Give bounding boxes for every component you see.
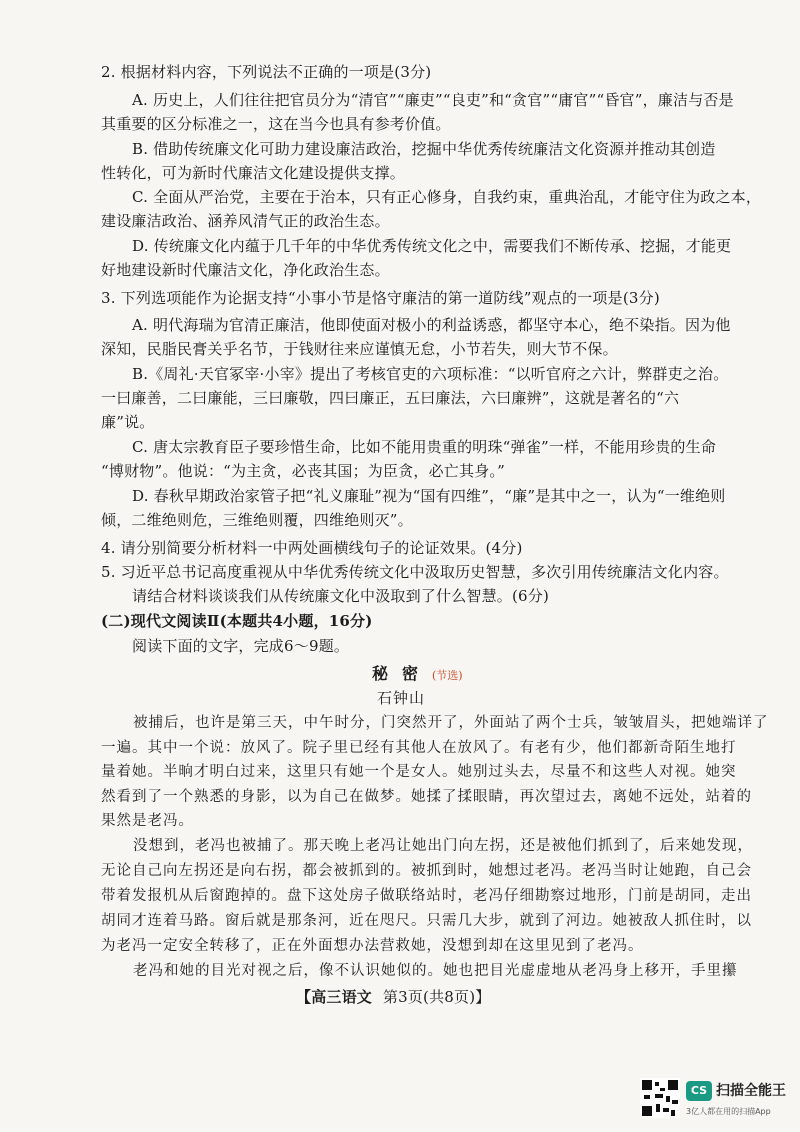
q2-option-d-line2: 好地建设新时代廉洁文化，净化政治生态。 [101, 261, 390, 279]
q2-option-c-line1: C. 全面从严治党，主要在于治本，只有正心修身，自我约束，重典治乱，才能守住为政之本， [132, 188, 762, 206]
q3-option-b-line1: B.《周礼·天官冢宰·小宰》提出了考核官吏的六项标准：“以听官府之六计，弊群吏之治。 [132, 365, 729, 383]
qr-code-icon [640, 1078, 680, 1118]
q5-stem-line2: 请结合材料谈谈我们从传统廉文化中汲取到了什么智慧。(6分) [132, 587, 550, 605]
story-p2-line4: 胡同才连着马路。窗后就是那条河，近在咫尺。只需几大步，就到了河边。她被敌人抓住时，以 [101, 913, 752, 929]
scanner-tagline: 3亿人都在用的扫描App [686, 1107, 771, 1116]
q2-option-a-line2: 其重要的区分标准之一，这在当今也具有参考价值。 [101, 115, 451, 133]
story-p3-line1: 老冯和她的目光对视之后，像不认识她似的。她也把目光虚虚地从老冯身上移开，手里攥 [133, 963, 738, 979]
cs-logo-icon: CS [686, 1081, 712, 1101]
q3-option-d-line1: D. 春秋早期政治家管子把“礼义廉耻”视为“国有四维”，“廉”是其中之一，认为“一维绝则 [132, 487, 726, 505]
story-p1-line2: 一遍。其中一个说：放风了。院子里已经有其他人在放风了。有老有少，他们都新奇陌生地打 [101, 740, 737, 756]
q2-option-b-line1: B. 借助传统廉文化可助力建设廉洁政治，挖掘中华优秀传统廉洁文化资源并推动其创造 [132, 140, 716, 158]
q3-option-c-line2: “博财物”。他说：“为主贪，必丧其国；为臣贪，必亡其身。” [101, 462, 505, 480]
story-p2-line2: 无论自己向左拐还是向右拐，都会被抓到的。被抓到时，她想过老冯。老冯当时让她跑，自己会 [101, 863, 752, 879]
q3-stem: 3. 下列选项能作为论据支持“小事小节是恪守廉洁的第一道防线”观点的一项是(3分) [101, 289, 660, 307]
story-title-note: (节选) [432, 669, 463, 682]
story-p1-line5: 果然是老冯。 [101, 813, 194, 829]
section-heading: (二)现代文阅读Ⅱ(本题共4小题，16分) [101, 612, 373, 630]
q2-stem: 2. 根据材料内容，下列说法不正确的一项是(3分) [101, 63, 432, 81]
story-p2-line5: 为老冯一定安全转移了，正在外面想办法营救她，没想到却在这里见到了老冯。 [101, 938, 644, 954]
page-footer [296, 987, 490, 1007]
q2-option-d-line1: D. 传统廉文化内蕴于几千年的中华优秀传统文化之中，需要我们不断传承、挖掘，才能更 [132, 237, 732, 255]
scanner-brand: 扫描全能王 [716, 1083, 786, 1099]
story-p1-line1: 被捕后，也许是第三天，中午时分，门突然开了，外面站了两个士兵，皱皱眉头，把她端详了 [133, 715, 769, 731]
q2-option-a-line1: A. 历史上，人们往往把官员分为“清官”“廉吏”“良吏”和“贪官”“庸官”“昏官”，廉洁与否是 [132, 91, 734, 109]
q2-option-c-line2: 建设廉洁政治、涵养风清气正的政治生态。 [101, 212, 390, 230]
q3-option-d-line2: 倾，二维绝则危，三维绝则覆，四维绝则灭”。 [101, 511, 413, 529]
scanner-watermark [640, 1078, 800, 1128]
q3-option-b-line2: 一曰廉善，二曰廉能，三曰廉敬，四曰廉正，五曰廉法，六曰廉辨”，这就是著名的“六 [101, 389, 680, 407]
story-title-text: 秘密 [372, 664, 433, 683]
q5-stem-line1: 5. 习近平总书记高度重视从中华优秀传统文化中汲取历史智慧，多次引用传统廉洁文化内容。 [101, 563, 729, 581]
story-p2-line3: 带着发报机从后窗跑掉的。盘下这处房子做联络站时，老冯仔细勘察过地形，门前是胡同，走出 [101, 888, 752, 904]
story-author: 石钟山 [377, 689, 426, 707]
footer-page-number: 第3页(共8页)】 [382, 988, 491, 1006]
story-p1-line3: 量着她。半晌才明白过来，这里只有她一个是女人。她别过头去，尽量不和这些人对视。她突 [101, 764, 737, 780]
q4-stem: 4. 请分别简要分析材料一中两处画横线句子的论证效果。(4分) [101, 539, 523, 557]
story-title [372, 664, 463, 686]
q2-option-b-line2: 性转化，可为新时代廉洁文化建设提供支撑。 [101, 164, 406, 182]
q3-option-a-line2: 深知，民脂民膏关乎名节，于钱财往来应谨慎无怠，小节若失，则大节不保。 [101, 340, 618, 358]
footer-label: 【高三语文 [296, 988, 373, 1006]
story-p1-line4: 然看到了一个熟悉的身影，以为自己在做梦。她揉了揉眼睛，再次望过去，离她不远处，站着的 [101, 789, 752, 805]
q3-option-c-line1: C. 唐太宗教育臣子要珍惜生命，比如不能用贵重的明珠“弹雀”一样，不能用珍贵的生命 [132, 438, 717, 456]
q3-option-b-line3: 廉”说。 [101, 413, 155, 431]
q3-option-a-line1: A. 明代海瑞为官清正廉洁，他即使面对极小的利益诱惑，都坚守本心，绝不染指。因为他 [132, 316, 731, 334]
story-p2-line1: 没想到，老冯也被捕了。那天晚上老冯让她出门向左拐，还是被他们抓到了，后来她发现， [133, 838, 753, 854]
section-instruction: 阅读下面的文字，完成6～9题。 [132, 637, 350, 655]
